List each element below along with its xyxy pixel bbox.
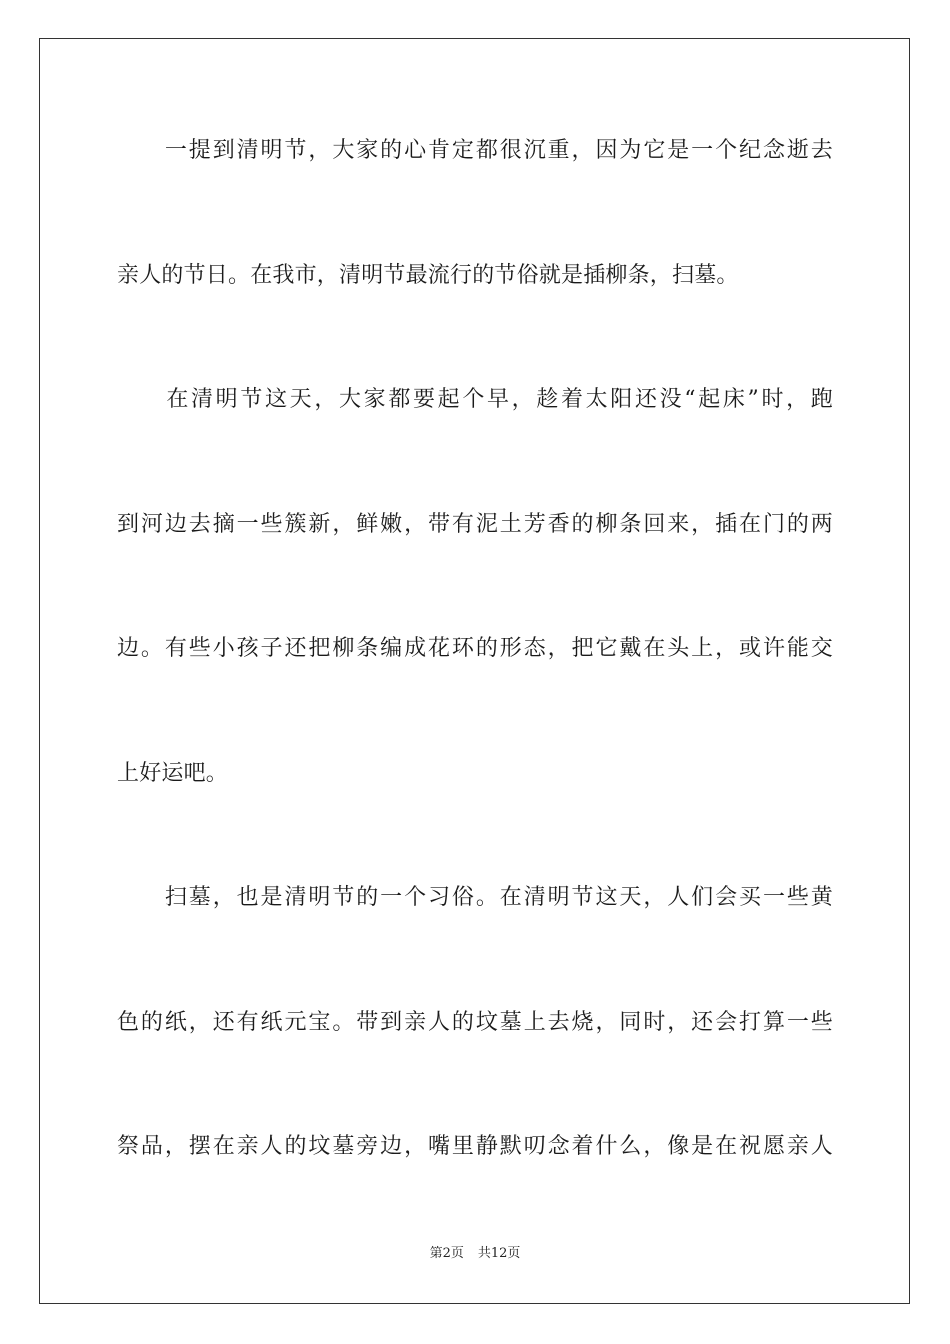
paragraph-line: 一提到清明节，大家的心肯定都很沉重，因为它是一个纪念逝去 (117, 138, 833, 163)
paragraph-line: 扫墓，也是清明节的一个习俗。在清明节这天，人们会买一些黄 (117, 885, 833, 910)
page-total: 共12页 (477, 1246, 521, 1261)
page-frame (39, 38, 910, 1304)
paragraph-line: 上好运吧。 (117, 761, 229, 786)
page-footer (0, 1245, 950, 1263)
paragraph-line: 祭品，摆在亲人的坟墓旁边，嘴里静默叨念着什么，像是在祝愿亲人 (117, 1134, 833, 1159)
paragraph-line: 在清明节这天，大家都要起个早，趁着太阳还没“起床”时，跑 (117, 387, 833, 412)
paragraph-line: 亲人的节日。在我市，清明节最流行的节俗就是插柳条，扫墓。 (117, 263, 739, 288)
paragraph-line: 边。有些小孩子还把柳条编成花环的形态，把它戴在头上，或许能交 (117, 636, 833, 661)
paragraph-line: 到河边去摘一些簇新，鲜嫩，带有泥土芳香的柳条回来，插在门的两 (117, 512, 833, 537)
page-number: 第2页 (429, 1246, 464, 1261)
paragraph-line: 色的纸，还有纸元宝。带到亲人的坟墓上去烧，同时，还会打算一些 (117, 1010, 833, 1035)
